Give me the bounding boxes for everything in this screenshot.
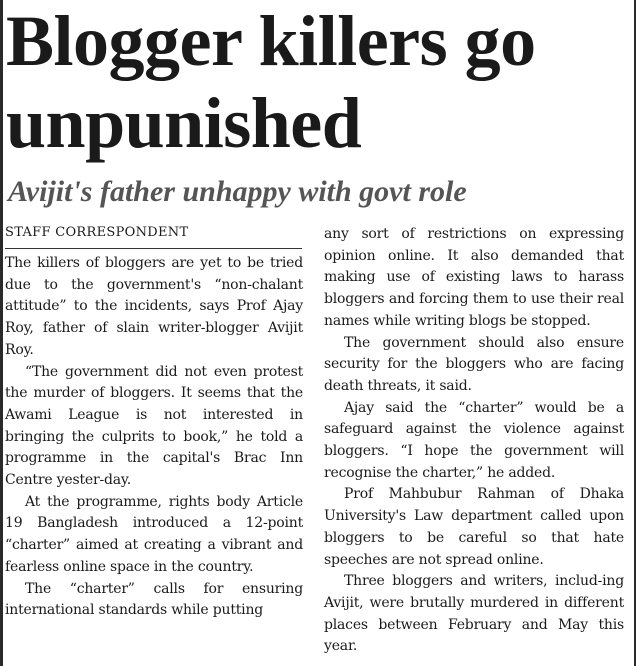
paragraph: At the programme, rights body Article 19 Bangladesh introduced a 12-point “charter” aimed at creating a vibrant and fearless online space in the country. — [5, 493, 303, 575]
paragraph: Prof Mahbubur Rahman of Dhaka University's Law department called upon bloggers to be careful so that hate speeches are not spread online. — [324, 486, 624, 568]
headline-line-2: unpunished — [6, 83, 362, 163]
left-column-rule — [0, 0, 3, 666]
headline — [6, 0, 632, 164]
paragraph: The killers of bloggers are yet to be tried due to the government's “non-chalant attitude” to the incidents, says Prof Ajay Roy, father of slain writer-blogger Avijit Roy. — [5, 255, 303, 358]
byline: STAFF CORRESPONDENT — [5, 224, 302, 249]
paragraph: The “charter” calls for ensuring international standards while putting — [5, 580, 303, 619]
paragraph: Ajay said the “charter” would be a safeguard against the violence against bloggers. “I hope the government will recognise the charter,” he added. — [324, 399, 624, 481]
paragraph: any sort of restrictions on expressing opinion online. It also demanded that making use of existing laws to harass bloggers and forcing them to use their real names while writing blogs be stopped. — [324, 226, 624, 329]
article-column-left — [5, 253, 303, 622]
headline-line-1: Blogger killers go — [6, 1, 536, 81]
paragraph: “The government did not even protest the murder of bloggers. It seems that the Awami League is not interested in bringing the culprits to book,” he told a programme in the capital's Brac Inn Centre yester-day. — [5, 363, 303, 489]
paragraph: The government should also ensure security for the bloggers who are facing death threats, it said. — [324, 334, 624, 394]
article-column-right — [324, 224, 624, 658]
subheadline: Avijit's father unhappy with govt role — [8, 175, 467, 208]
paragraph: Three bloggers and writers, includ-ing Avijit, were brutally murdered in different places between February and May this year. — [324, 573, 624, 655]
